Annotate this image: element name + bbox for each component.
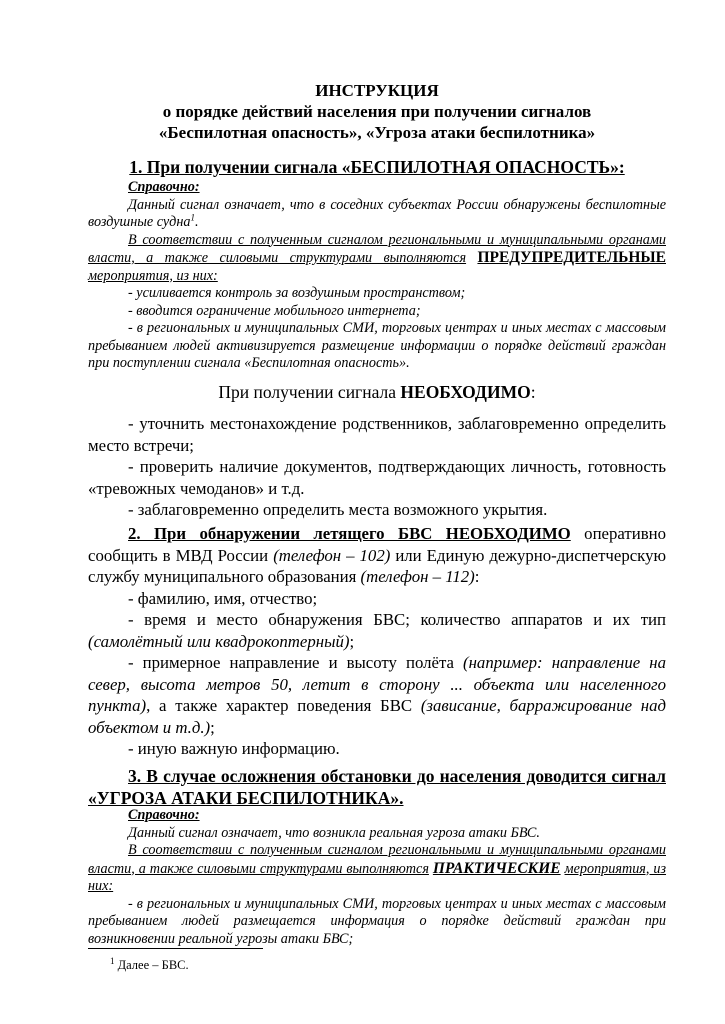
necessary-list (88, 413, 666, 521)
report-item-end: ; (210, 717, 215, 737)
report-item-end: ; (349, 631, 355, 651)
measure-item: - в региональных и муниципальных СМИ, торговых центрах и иных местах с массовым пребыванием людей размещается информация о порядке действий граждан при возникновении реальной угрозы атаки БВС; (88, 895, 666, 947)
necessary-heading (88, 381, 666, 403)
measures-tail: мероприятия, из них: (88, 267, 218, 284)
measures-keyword: ПРАКТИЧЕСКИЕ (432, 859, 561, 877)
report-item: - фамилию, имя, отчество; (128, 588, 318, 608)
measures-intro: В соответствии с полученным сигналом региональными и муниципальными органами власти, а также силовыми структурами выполняются (88, 231, 666, 266)
section-2-text: оперативно сообщить в МВД России (88, 524, 667, 565)
measure-item: - в региональных и муниципальных СМИ, торговых центрах и иных местах с массовым пребыванием людей активизируется размещение информации о порядке действий граждан при поступлении сигнала «Беспилотная опасность». (88, 320, 666, 371)
section-1-reference (88, 179, 666, 373)
measure-item: - вводится ограничение мобильного интернета; (128, 302, 421, 319)
reference-label: Справочно: (128, 807, 200, 823)
report-item-note: (зависание, барражирование над объектом и т.д.) (88, 696, 666, 737)
section-2-heading: 2. При обнаружении летящего БВС НЕОБХОДИМО (128, 524, 571, 543)
reference-label: Справочно: (128, 179, 200, 195)
document-subtitle-line-1: о порядке действий населения при получении сигналов (162, 102, 592, 121)
necessary-colon: : (530, 382, 536, 402)
measures-keyword: ПРЕДУПРЕДИТЕЛЬНЫЕ (477, 249, 666, 266)
reference-text: Данный сигнал означает, что возникла реальная угроза атаки БВС. (128, 824, 540, 841)
measure-item: - усиливается контроль за воздушным пространством; (128, 285, 466, 301)
footnote-text: Далее – БВС. (114, 958, 189, 972)
necessary-keyword: НЕОБХОДИМО (400, 382, 531, 402)
report-item: - примерное направление и высоту полёта (128, 653, 454, 672)
necessary-item: - заблаговременно определить места возможного укрытия. (128, 500, 548, 519)
reference-dot: . (194, 214, 199, 230)
section-2 (88, 523, 666, 760)
section-1-heading: 1. При получении сигнала «БЕСПИЛОТНАЯ ОПАСНОСТЬ»: (129, 157, 625, 177)
measures-tail: мероприятия, из них: (88, 860, 667, 894)
section-3-reference (88, 807, 666, 948)
footnote-mark: 1 (190, 212, 195, 223)
document-subtitle-line-2: «Беспилотная опасность», «Угроза атаки беспилотника» (158, 123, 596, 142)
document-header (88, 80, 666, 143)
footnote-separator (88, 948, 263, 949)
report-item-note: (например: направление на север, высота метров 50, летит в сторону ... объекта или населенного пункта) (88, 653, 666, 715)
report-item-text: , а также характер поведения БВС (146, 696, 413, 715)
section-3-heading: 3. В случае осложнения обстановки до населения доводится сигнал «УГРОЗА АТАКИ БЕСПИЛОТНИКА». (88, 766, 666, 808)
report-item: - иную важную информацию. (128, 739, 340, 758)
measures-intro: В соответствии с полученным сигналом региональными и муниципальными органами власти, а также силовыми структурами выполняются (88, 842, 666, 877)
section-2-colon: : (474, 567, 480, 586)
document-title: ИНСТРУКЦИЯ (315, 81, 439, 100)
necessary-heading-text: При получении сигнала (218, 382, 397, 402)
necessary-item: - уточнить местонахождение родственников, заблаговременно определить место встречи; (88, 414, 666, 455)
phone-112: (телефон – 112) (360, 567, 475, 586)
report-item: - время и место обнаружения БВС; количество аппаратов и их тип (128, 610, 666, 629)
phone-102: (телефон – 102) (273, 545, 391, 565)
reference-text: Данный сигнал означает, что в соседних субъектах России обнаружены беспилотные воздушные судна (88, 196, 666, 230)
section-2-text-2: или Единую дежурно-диспетчерскую службу муниципального образования (88, 545, 667, 586)
necessary-item: - проверить наличие документов, подтверждающих личность, готовность «тревожных чемоданов» и т.д. (88, 457, 666, 498)
report-item-note: (самолётный или квадрокоптерный) (88, 631, 350, 651)
footnote-mark: 1 (110, 955, 115, 966)
footnote (110, 955, 189, 973)
